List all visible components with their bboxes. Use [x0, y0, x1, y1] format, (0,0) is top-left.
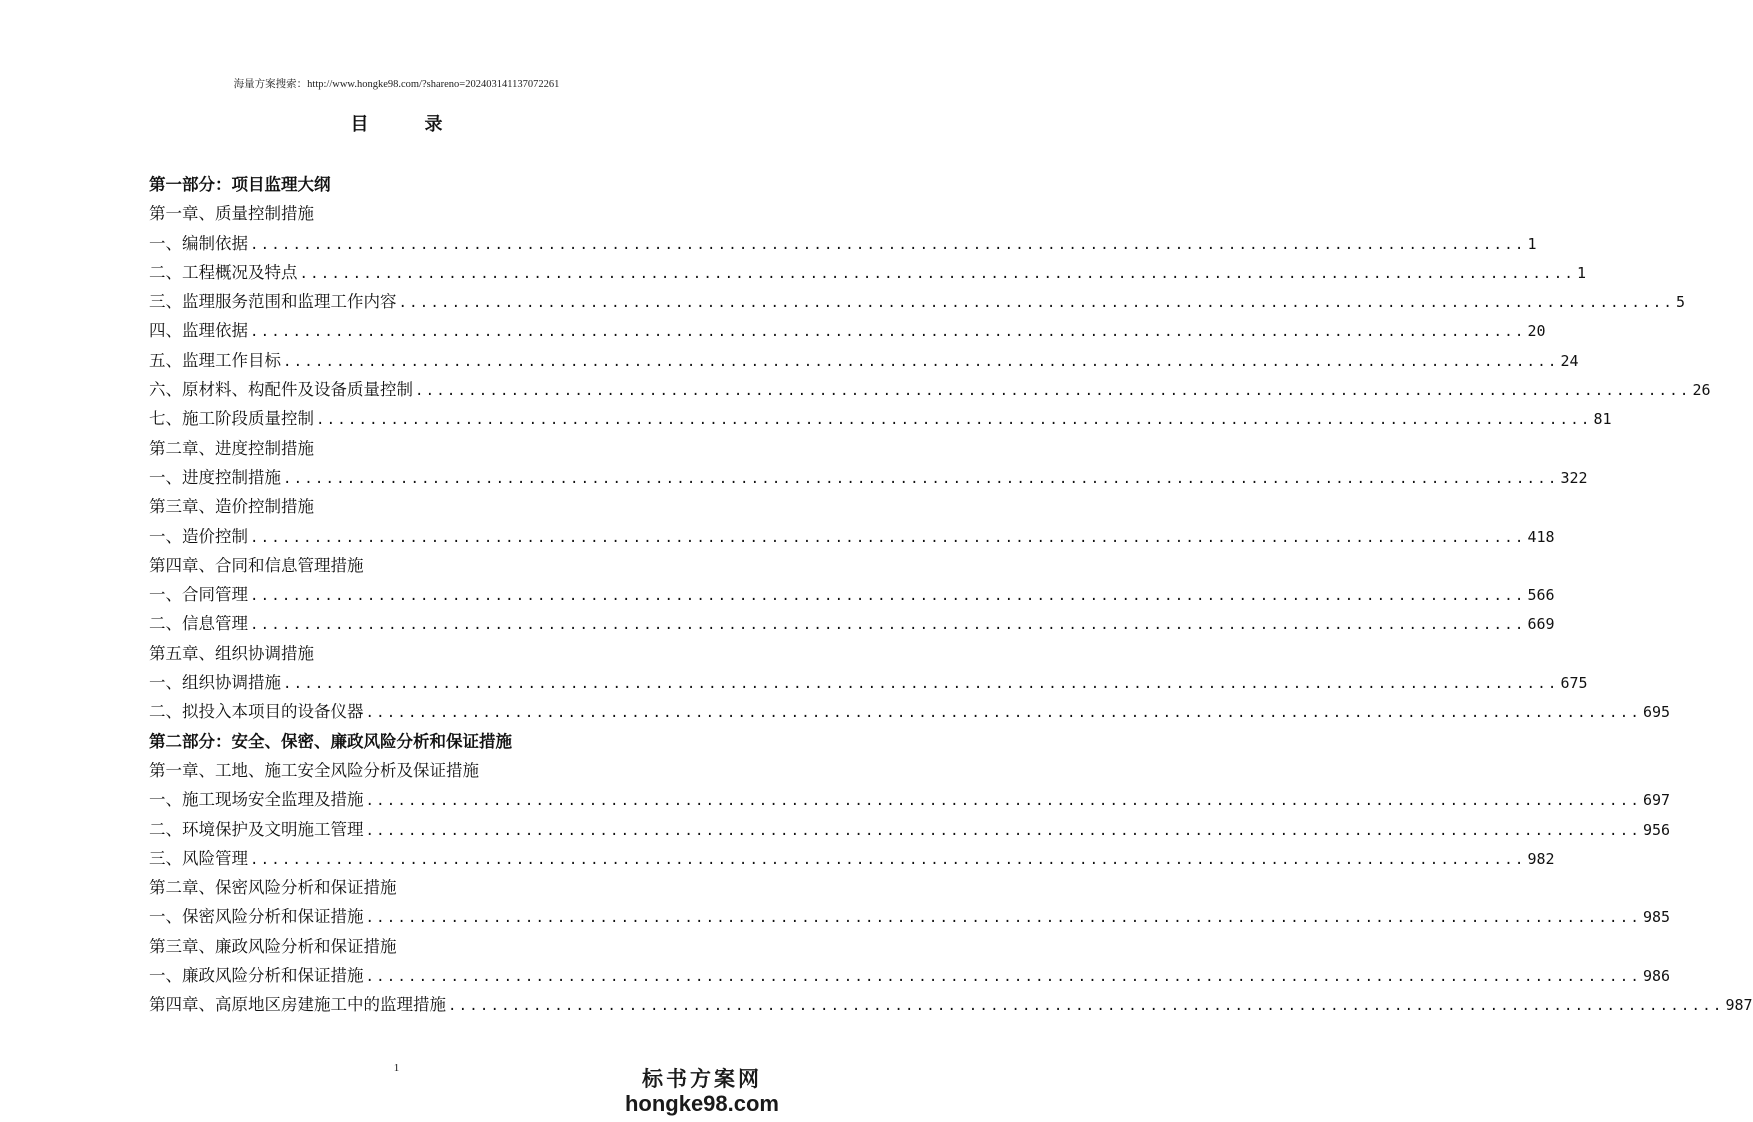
dot-leader: ........................................................................................................................	[283, 470, 1559, 487]
toc-chapter-heading: 第二章、保密风险分析和保证措施	[149, 878, 397, 898]
dot-leader: ........................................................................................................................	[250, 851, 1526, 868]
toc-entry-page-number: 20	[1527, 322, 1546, 341]
toc-entry	[149, 404, 1612, 433]
dot-leader: ........................................................................................................................	[250, 529, 1526, 546]
toc-entry	[149, 815, 1671, 844]
toc-entry	[149, 463, 1588, 492]
toc-entry-label: 一、廉政风险分析和保证措施	[149, 966, 364, 986]
toc-entry-label: 一、保密风险分析和保证措施	[149, 907, 364, 927]
dot-leader: ........................................................................................................................	[365, 969, 1641, 986]
toc-entry-label: 一、造价控制	[149, 526, 248, 546]
dot-leader: ........................................................................................................................	[299, 265, 1575, 282]
toc-entry-page-number: 5	[1675, 293, 1685, 312]
toc-entry-page-number: 1	[1576, 263, 1586, 282]
toc-entry-page-number: 956	[1642, 820, 1671, 839]
dot-leader: ........................................................................................................................	[250, 324, 1526, 341]
toc-entry	[149, 522, 1555, 551]
toc-entry	[149, 668, 1588, 697]
toc-entry-page-number: 322	[1560, 468, 1588, 487]
toc-entry	[149, 258, 1586, 287]
toc-part-heading: 第一部分：项目监理大纲	[149, 175, 331, 194]
dot-leader: ........................................................................................................................	[415, 383, 1691, 400]
dot-leader: ........................................................................................................................	[250, 617, 1526, 634]
dot-leader: ........................................................................................................................	[448, 998, 1724, 1015]
toc-entry	[149, 961, 1671, 990]
toc-chapter-heading: 第一章、工地、施工安全风险分析及保证措施	[149, 760, 479, 780]
dot-leader: ........................................................................................................................	[365, 705, 1641, 722]
toc-entry-label: 六、原材料、构配件及设备质量控制	[149, 380, 413, 400]
toc-entry-label: 二、工程概况及特点	[149, 262, 298, 282]
dot-leader: ........................................................................................................................	[365, 910, 1641, 927]
toc-entry-label: 二、环境保护及文明施工管理	[149, 819, 364, 839]
toc-entry	[149, 316, 1546, 345]
toc-chapter-heading: 第一章、质量控制措施	[149, 204, 314, 224]
toc-entry-label: 一、施工现场安全监理及措施	[149, 790, 364, 810]
table-of-contents	[149, 170, 1753, 1020]
toc-chapter-heading: 第四章、合同和信息管理措施	[149, 555, 364, 575]
toc-entry	[149, 287, 1685, 316]
toc-entry-label: 三、监理服务范围和监理工作内容	[149, 292, 397, 312]
toc-entry-label: 七、施工阶段质量控制	[149, 409, 314, 429]
page-title: 目录	[350, 114, 499, 135]
toc-entry-page-number: 566	[1527, 586, 1555, 605]
toc-entry	[149, 785, 1671, 814]
toc-entry-page-number: 1	[1527, 234, 1537, 253]
dot-leader: ........................................................................................................................	[283, 353, 1559, 370]
toc-entry-label: 一、合同管理	[149, 585, 248, 605]
toc-entry-page-number: 985	[1642, 908, 1671, 927]
dot-leader: ........................................................................................................................	[283, 676, 1559, 693]
toc-entry-label: 四、监理依据	[149, 321, 248, 341]
watermark-logo	[625, 1066, 779, 1116]
dot-leader: ........................................................................................................................	[250, 236, 1526, 253]
toc-entry-page-number: 987	[1725, 996, 1753, 1015]
dot-leader: ........................................................................................................................	[250, 588, 1526, 605]
toc-entry-page-number: 695	[1642, 703, 1671, 722]
toc-entry-page-number: 697	[1642, 791, 1671, 810]
toc-entry-label: 二、拟投入本项目的设备仪器	[149, 702, 364, 722]
toc-entry-label: 二、信息管理	[149, 614, 248, 634]
toc-chapter-heading: 第三章、廉政风险分析和保证措施	[149, 936, 397, 956]
toc-chapter-heading: 第二章、进度控制措施	[149, 438, 314, 458]
toc-entry	[149, 229, 1537, 258]
toc-entry-page-number: 986	[1642, 967, 1671, 986]
dot-leader: ........................................................................................................................	[316, 412, 1592, 429]
page-number: 1	[393, 1062, 400, 1074]
toc-entry-label: 一、编制依据	[149, 233, 248, 253]
watermark-chinese-text: 标书方案网	[641, 1066, 762, 1091]
toc-entry	[149, 844, 1555, 873]
toc-entry	[149, 346, 1579, 375]
toc-chapter-heading: 第五章、组织协调措施	[149, 643, 314, 663]
toc-entry-page-number: 24	[1560, 351, 1579, 370]
toc-entry-page-number: 81	[1593, 410, 1612, 429]
toc-entry	[149, 902, 1671, 931]
toc-entry-label: 一、进度控制措施	[149, 467, 281, 487]
toc-entry-label: 五、监理工作目标	[149, 350, 281, 370]
toc-entry-page-number: 675	[1560, 674, 1588, 693]
toc-chapter-heading: 第三章、造价控制措施	[149, 497, 314, 517]
toc-entry-label: 第四章、高原地区房建施工中的监理措施	[149, 995, 446, 1015]
toc-entry	[149, 697, 1671, 726]
toc-entry	[149, 609, 1555, 638]
toc-part-heading: 第二部分：安全、保密、廉政风险分析和保证措施	[149, 731, 512, 751]
toc-entry	[149, 375, 1711, 404]
toc-entry	[149, 990, 1753, 1019]
dot-leader: ........................................................................................................................	[365, 822, 1641, 839]
watermark-domain-text: hongke98.com	[624, 1091, 779, 1116]
toc-entry-page-number: 669	[1527, 615, 1555, 634]
dot-leader: ........................................................................................................................	[365, 793, 1641, 810]
page-header-source-line: 海量方案搜索：http://www.hongke98.com/?shareno=202403141137072261	[233, 79, 560, 90]
toc-entry-page-number: 418	[1527, 527, 1555, 546]
dot-leader: ........................................................................................................................	[398, 295, 1674, 312]
toc-entry-page-number: 26	[1692, 381, 1711, 400]
toc-entry-label: 三、风险管理	[149, 848, 248, 868]
toc-entry-label: 一、组织协调措施	[149, 673, 281, 693]
toc-entry-page-number: 982	[1527, 849, 1555, 868]
toc-entry	[149, 580, 1555, 609]
